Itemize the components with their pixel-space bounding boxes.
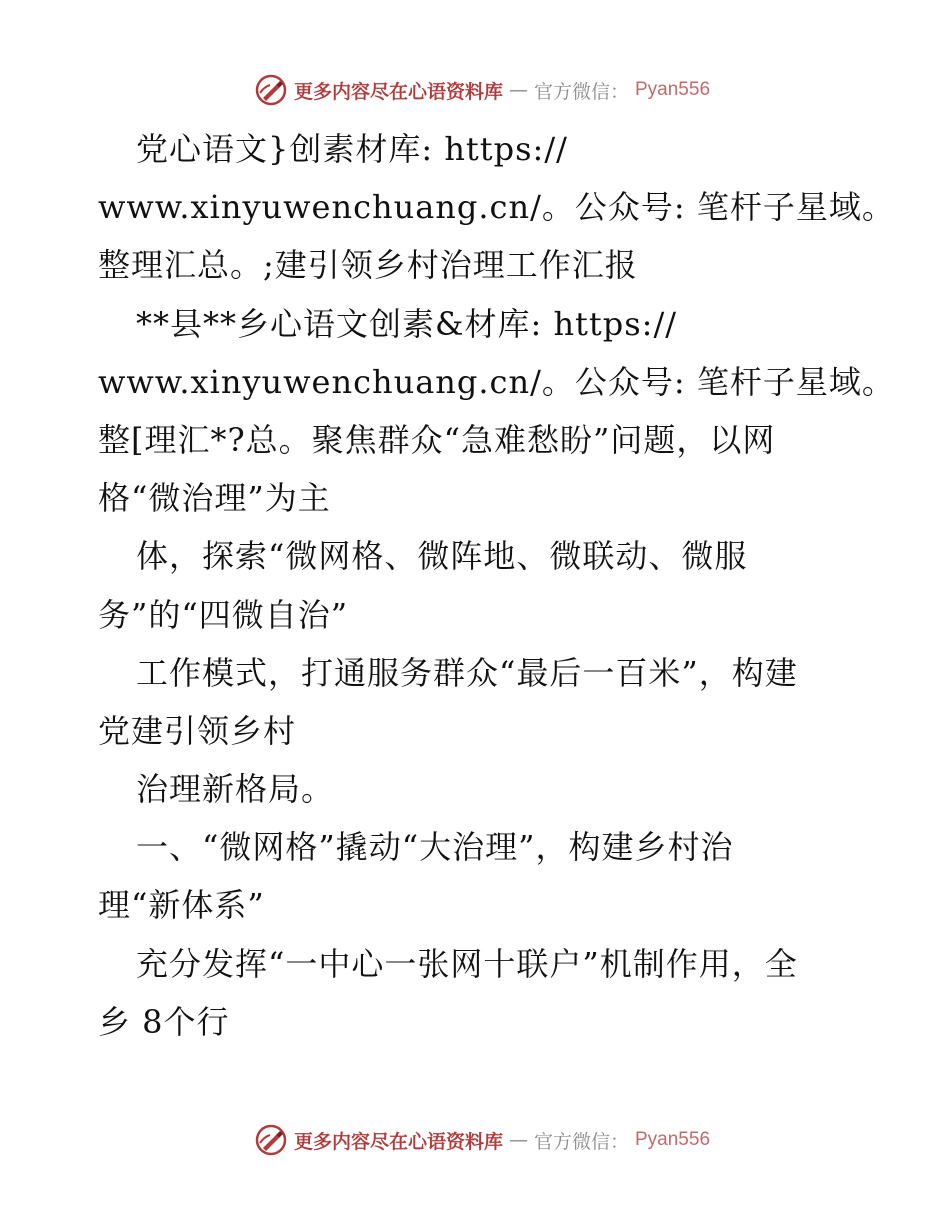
header-wechat-label: 官方微信： [533,80,629,103]
text-line: 党心语文}创素材库: https:// [136,130,568,168]
footer-wechat-id: Pyan556 [635,1129,711,1150]
header-banner [0,70,950,110]
text-line: 体，探索“微网格、微阵地、微联动、微服 [136,537,748,576]
pen-logo-icon [254,73,288,107]
header-dash: — [508,79,528,101]
text-line: **县**乡心语文创素&材库: https:// [136,304,678,343]
text-line: 一、“微网格”撬动“大治理”，构建乡村治 [136,828,734,867]
text-line: 充分发挥“一中心一张网十联户”机制作用，全 [136,944,798,983]
text-line: 乡 8个行 [98,1002,230,1041]
text-line: 治理新格局。 [136,770,335,809]
footer-banner-content [254,1123,710,1157]
text-line: 务”的“四微自治” [98,595,349,634]
text-line: www.xinyuwenchuang.cn/。公众号: 笔杆子星域。 [98,188,895,227]
footer-banner [0,1120,950,1160]
header-banner-content [254,73,710,107]
document-body [98,120,895,1051]
header-wechat-id: Pyan556 [635,79,711,100]
footer-dash: — [508,1129,528,1151]
header-brand-text: 更多内容尽在心语资料库 [293,80,503,103]
text-line: 工作模式，打通服务群众“最后一百米”，构建 [136,653,798,692]
text-line: 党建引领乡村 [98,711,297,750]
text-line: 格“微治理”为主 [98,479,331,518]
text-line: 整理汇总。;建引领乡村治理工作汇报 [98,246,638,285]
footer-wechat-label: 官方微信： [533,1130,629,1153]
text-line: www.xinyuwenchuang.cn/。公众号: 笔杆子星域。 [98,362,895,401]
pen-logo-icon [254,1123,288,1157]
footer-brand-text: 更多内容尽在心语资料库 [293,1130,503,1153]
text-line: 理“新体系” [98,886,265,925]
text-line: 整[理汇*?总。聚焦群众“急难愁盼”问题，以网 [98,420,776,459]
